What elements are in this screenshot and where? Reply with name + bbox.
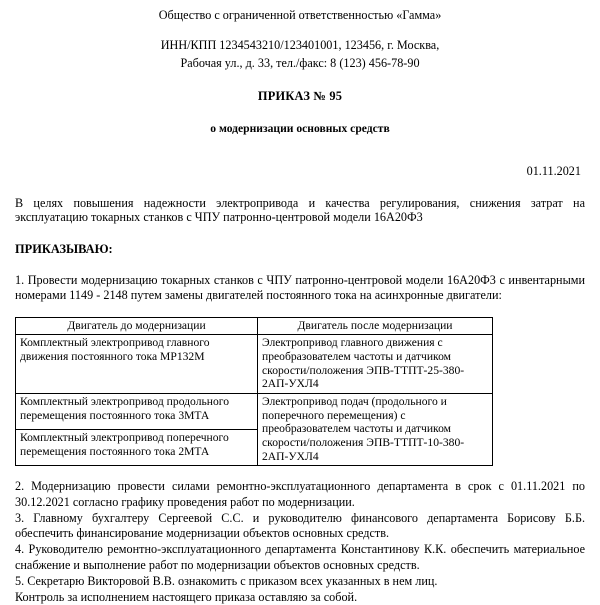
document-date: 01.11.2021 (526, 163, 581, 178)
cell-before-motor-1: Комплектный электропривод главного движения постоянного тока МР132М (16, 335, 258, 394)
clause-4: 4. Руководителю ремонтно-эксплуатационного департамента Константинову К.К. обеспечить материальное снабжение и выполнение работ по модернизации объектов основных средств. (15, 542, 585, 572)
clause-1: 1. Провести модернизацию токарных станков с ЧПУ патронно-центровой модели 16А20Ф3 с инвентарными номерами 1149 - 2148 путем замены двигателей постоянного тока на асинхронные двигатели: (15, 273, 585, 303)
document-subtitle: о модернизации основных средств (210, 121, 390, 135)
company-requisites-line-2: Рабочая ул., д. 33, тел./факс: 8 (123) 456-78-90 (180, 56, 420, 71)
clause-5: 5. Секретарю Викторовой В.В. ознакомить с приказом всех указанных в нем лиц. (15, 573, 438, 588)
company-requisites-line-1: ИНН/КПП 1234543210/123401001, 123456, г. Москва, (160, 38, 440, 53)
cell-after-motor-1: Электропривод главного движения с преобразователем частоты и датчиком скорости/положения ЭПВ-ТТПТ-25-380-2АП-УХЛ4 (258, 335, 493, 394)
page-title: ПРИКАЗ № 95 (257, 88, 343, 103)
order-keyword: ПРИКАЗЫВАЮ: (15, 242, 113, 257)
cell-after-motor-2-3: Электропривод подач (продольного и поперечного перемещения) с преобразователем частоты и датчиком скорости/положения ЭПВ-ТТПТ-10-380-2АП-УХЛ4 (258, 393, 493, 465)
table-header-before: Двигатель до модернизации (16, 317, 258, 335)
table-header-row (16, 317, 493, 335)
cell-before-motor-3: Комплектный электропривод поперечного перемещения постоянного тока 2МТА (16, 430, 258, 466)
clauses-tail (15, 479, 585, 605)
document-page (0, 8, 600, 605)
clause-2: 2. Модернизацию провести силами ремонтно-эксплуатационного департамента в срок с 01.11.2021 по 30.12.2021 согласно графику проведения работ по модернизации. (15, 479, 585, 509)
control-statement: Контроль за исполнением настоящего приказа оставляю за собой. (15, 590, 358, 605)
document-preamble: В целях повышения надежности электропривода и качества регулирования, снижения затрат на эксплуатацию токарных станков с ЧПУ патронно-центровой модели 16А20Ф3 (15, 195, 585, 225)
table-row (16, 335, 493, 394)
table-row (16, 393, 493, 429)
table-header-after: Двигатель после модернизации (258, 317, 493, 335)
clause-3: 3. Главному бухгалтеру Сергеевой С.С. и руководителю финансового департамента Борисову Б.Б. обеспечить финансирование модернизации объектов основных средств. (15, 510, 585, 541)
cell-before-motor-2: Комплектный электропривод продольного перемещения постоянного тока 3МТА (16, 393, 258, 429)
company-name: Общество с ограниченной ответственностью «Гамма» (158, 8, 442, 22)
motor-replacement-table (15, 317, 493, 467)
